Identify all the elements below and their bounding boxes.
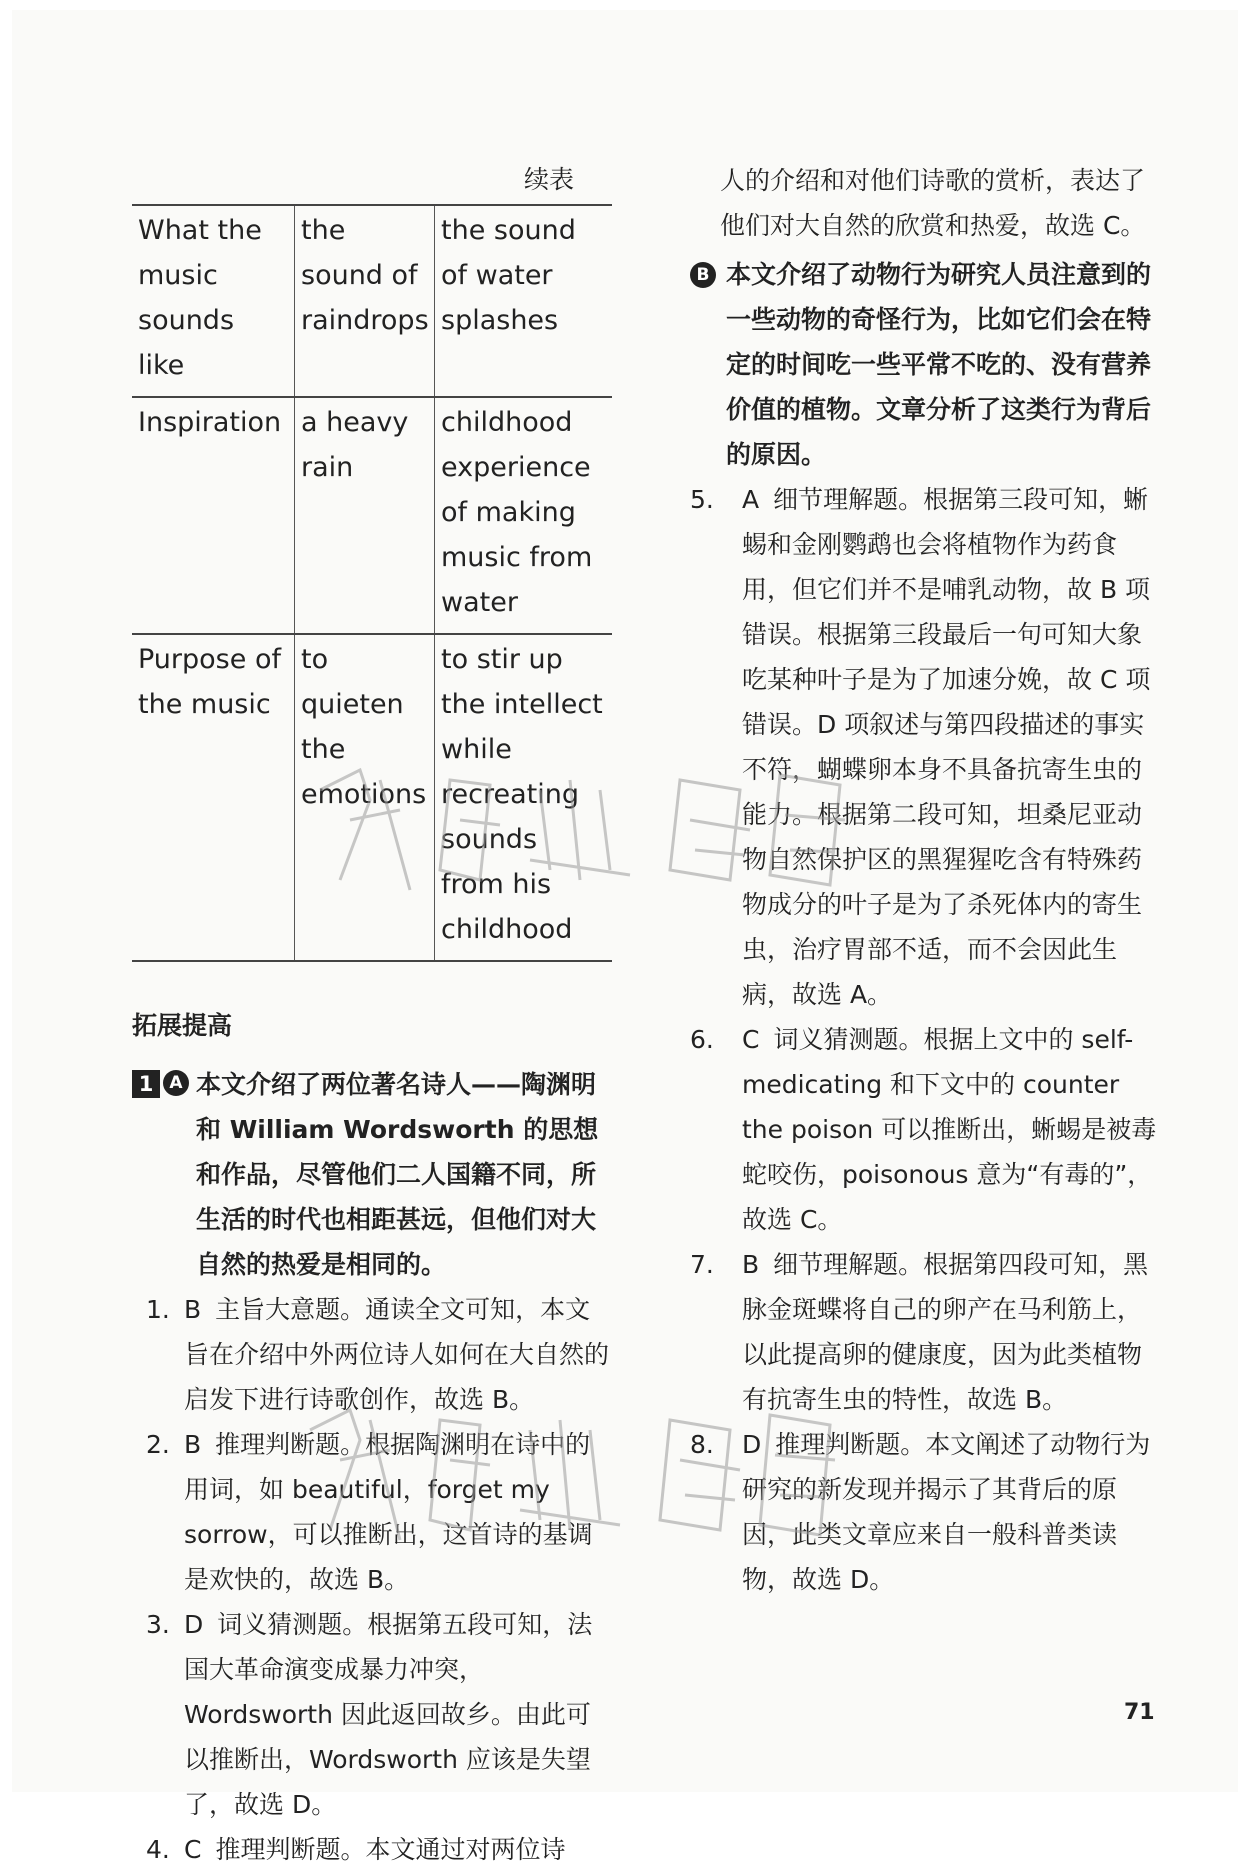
answer-choice: B xyxy=(184,1295,202,1324)
answer-choice: D xyxy=(742,1430,762,1459)
passage-b-summary xyxy=(690,252,1160,477)
answer-explanation: 细节理解题。根据第四段可知，黑脉金斑蝶将自己的卵产在马利筋上，以此提高卵的健康度，因为此类植物有抗寄生虫的特性，故选 B。 xyxy=(742,1250,1149,1414)
page-number: 71 xyxy=(1124,1700,1155,1725)
passage-a-badges xyxy=(132,1070,189,1098)
answer-explanation: 推理判断题。本文阐述了动物行为研究的新发现并揭示了其背后的原因，此类文章应来自一般科普类读物，故选 D。 xyxy=(742,1430,1151,1594)
table-cell: to stir up the intellect while recreating sounds from his childhood xyxy=(435,634,613,961)
table-row xyxy=(132,634,612,961)
section-title: 拓展提高 xyxy=(132,1011,233,1040)
table-cell: a heavy rain xyxy=(295,397,435,634)
table-cell: childhood experience of making music from water xyxy=(435,397,613,634)
answer-item xyxy=(690,1017,1160,1242)
table-cell: the sound of raindrops xyxy=(295,205,435,397)
answer-item xyxy=(690,1422,1160,1602)
answer-item xyxy=(690,1242,1160,1422)
answer-choice: B xyxy=(742,1250,760,1279)
answer-number: 6. xyxy=(690,1025,714,1054)
passage-a-summary xyxy=(132,1062,612,1287)
passage-letter-badge: B xyxy=(690,262,716,288)
answer-explanation: 细节理解题。根据第三段可知，蜥蜴和金刚鹦鹉也会将植物作为药食用，但它们并不是哺乳动物，故 B 项错误。根据第三段最后一句可知大象吃某种叶子是为了加速分娩，故 C 项错误。D 项叙述与第四段描述的事实不符，蝴蝶卵本身不具备抗寄生虫的能力。根据第二段可知，坦桑尼亚动物自然保护区的黑猩猩吃含有特殊药物成分的叶子是为了杀死体内的寄生虫，治疗胃部不适，而不会因此生病，故选 A。 xyxy=(742,485,1151,1009)
left-column xyxy=(132,158,612,1872)
answer-choice: B xyxy=(184,1430,202,1459)
table-cell: Inspiration xyxy=(132,397,295,634)
answer-choice: D xyxy=(184,1610,204,1639)
answer-number: 7. xyxy=(690,1250,714,1279)
passage-letter-badge: A xyxy=(163,1070,189,1096)
continued-table xyxy=(132,204,612,962)
answer-number: 8. xyxy=(690,1430,714,1459)
passage-b-badges xyxy=(690,262,716,288)
answer-number: 2. xyxy=(146,1430,170,1459)
answer-explanation: 推理判断题。本文通过对两位诗 xyxy=(215,1835,566,1864)
answer-explanation: 词义猜测题。根据第五段可知，法国大革命演变成暴力冲突，Wordsworth 因此返回故乡。由此可以推断出，Wordsworth 应该是失望了，故选 D。 xyxy=(184,1610,593,1819)
exercise-number-badge: 1 xyxy=(132,1070,160,1098)
answer-number: 3. xyxy=(146,1610,170,1639)
passage-b-summary-text: 本文介绍了动物行为研究人员注意到的一些动物的奇怪行为，比如它们会在特定的时间吃一些平常不吃的、没有营养价值的植物。文章分析了这类行为背后的原因。 xyxy=(726,260,1152,469)
answer-choice: C xyxy=(742,1025,760,1054)
passage-a-summary-text: 本文介绍了两位著名诗人——陶渊明和 William Wordsworth 的思想和作品，尽管他们二人国籍不同，所生活的时代也相距甚远，但他们对大自然的热爱是相同的。 xyxy=(196,1070,599,1279)
table-cell: What the music sounds like xyxy=(132,205,295,397)
answer-explanation: 推理判断题。根据陶渊明在诗中的用词，如 beautiful，forget my sorrow，可以推断出，这首诗的基调是欢快的，故选 B。 xyxy=(184,1430,593,1594)
answer-choice: A xyxy=(742,485,760,514)
answer-explanation: 主旨大意题。通读全文可知，本文旨在介绍中外两位诗人如何在大自然的启发下进行诗歌创作，故选 B。 xyxy=(184,1295,610,1414)
answer-4-continued: 人的介绍和对他们诗歌的赏析，表达了他们对大自然的欣赏和热爱，故选 C。 xyxy=(720,166,1146,240)
answer-item xyxy=(132,1422,612,1602)
answer-explanation: 词义猜测题。根据上文中的 self-medicating 和下文中的 counter the poison 可以推断出，蜥蜴是被毒蛇咬伤，poisonous 意为“有毒的”，故选 C。 xyxy=(742,1025,1157,1234)
answer-item xyxy=(132,1287,612,1422)
table-cell: to quieten the emotions xyxy=(295,634,435,961)
answer-item xyxy=(132,1827,612,1872)
table-cell: Purpose of the music xyxy=(132,634,295,961)
answer-item xyxy=(132,1602,612,1827)
answer-number: 5. xyxy=(690,485,714,514)
table-row xyxy=(132,397,612,634)
continued-table-label: 续表 xyxy=(523,165,574,194)
answer-number: 1. xyxy=(146,1295,170,1324)
table-cell: the sound of water splashes xyxy=(435,205,613,397)
answer-number: 4. xyxy=(146,1835,170,1864)
answer-item xyxy=(690,477,1160,1017)
right-column xyxy=(690,158,1160,1602)
table-row xyxy=(132,205,612,397)
answer-choice: C xyxy=(184,1835,202,1864)
